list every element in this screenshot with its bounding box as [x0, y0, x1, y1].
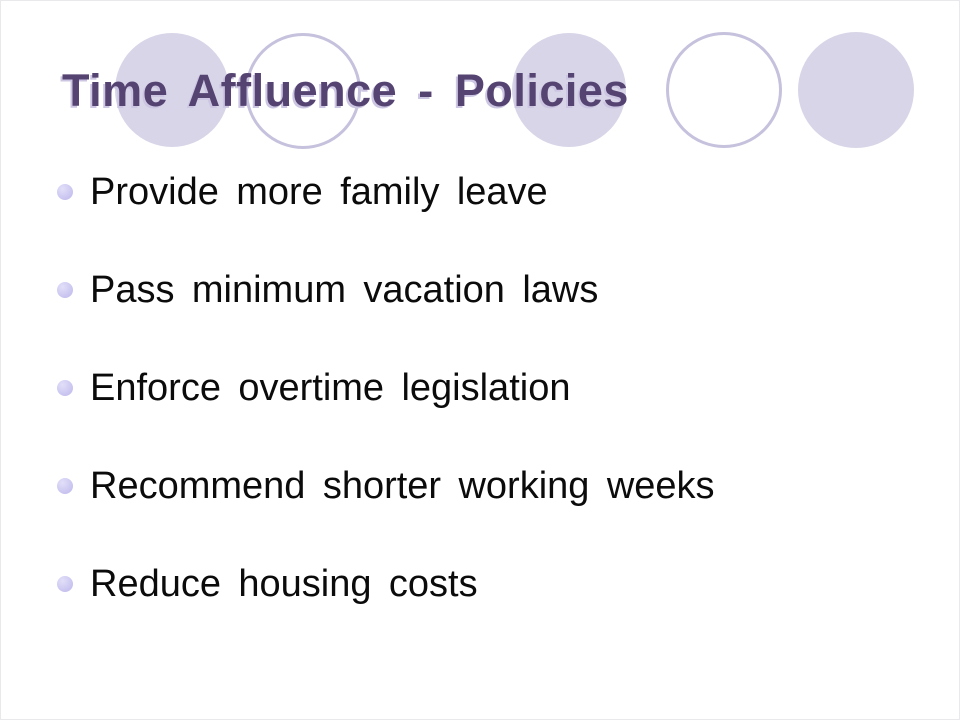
- decorative-circle-outline: [666, 32, 782, 148]
- bullet-list: [55, 170, 930, 660]
- bullet-dot-icon: [57, 282, 73, 298]
- bullet-dot-icon: [57, 576, 73, 592]
- bullet-dot-icon: [57, 478, 73, 494]
- decorative-circle-filled: [798, 32, 914, 148]
- bullet-dot-icon: [57, 380, 73, 396]
- bullet-text: Recommend shorter working weeks: [90, 465, 715, 507]
- bullet-item: [55, 562, 930, 606]
- slide-title: Time Affluence - Policies: [62, 65, 629, 116]
- bullet-text: Provide more family leave: [90, 171, 548, 213]
- bullet-item: [55, 268, 930, 312]
- bullet-text: Enforce overtime legislation: [90, 367, 571, 409]
- bullet-text: Pass minimum vacation laws: [90, 269, 599, 311]
- bullet-item: [55, 366, 930, 410]
- bullet-item: [55, 170, 930, 214]
- bullet-item: [55, 464, 930, 508]
- bullet-dot-icon: [57, 184, 73, 200]
- bullet-text: Reduce housing costs: [90, 563, 478, 605]
